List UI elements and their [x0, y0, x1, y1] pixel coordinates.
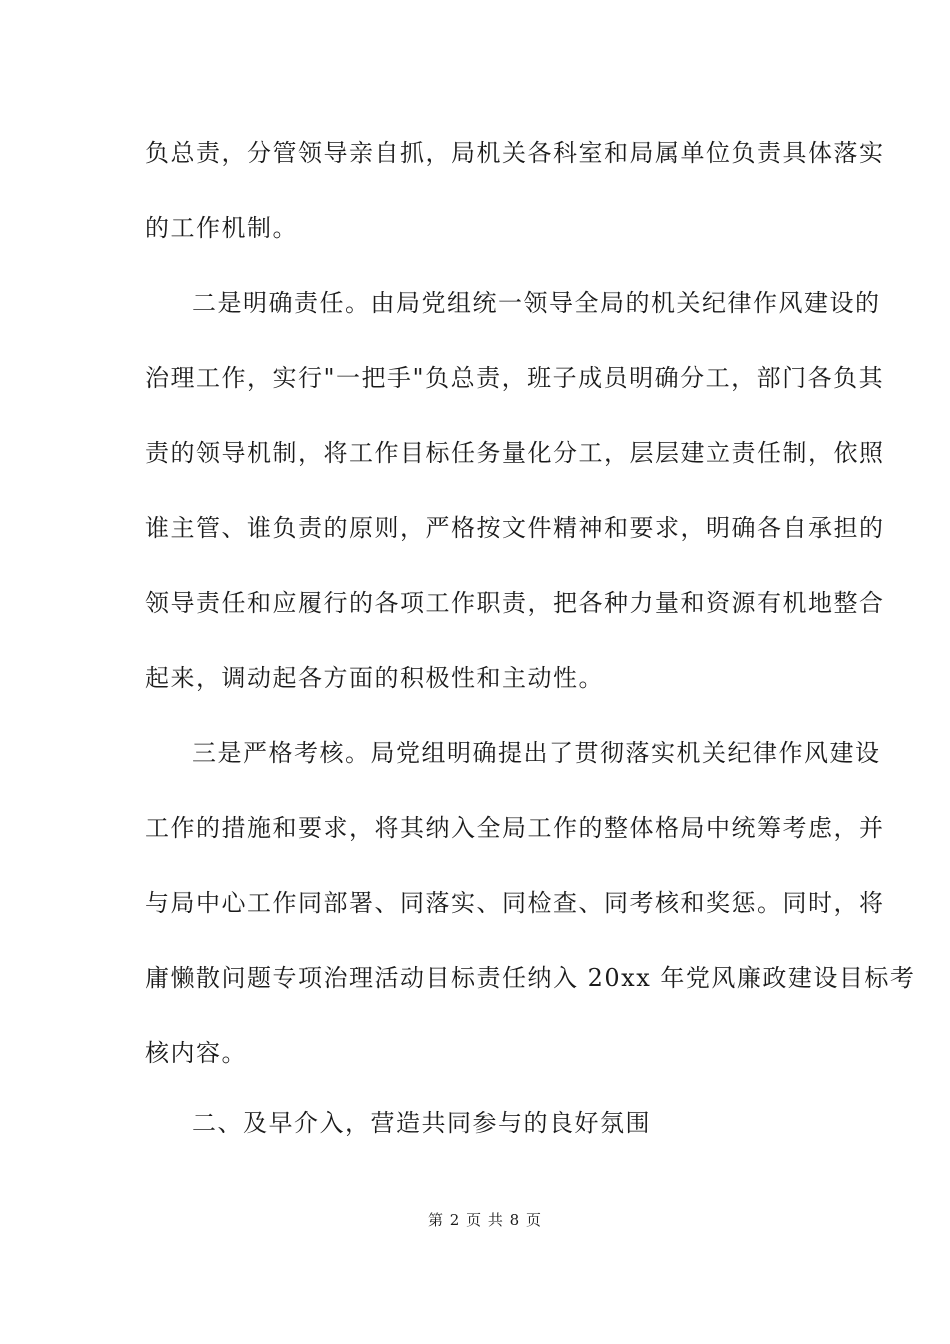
paragraph-first-line: 二是明确责任。由局党组统一领导全局的机关纪律作风建设的: [192, 289, 881, 317]
text-line: 治理工作，实行"一把手"负总责，班子成员明确分工，部门各负其: [145, 364, 885, 392]
paragraph-first-line: 三是严格考核。局党组明确提出了贯彻落实机关纪律作风建设: [192, 739, 881, 767]
text-line: 与局中心工作同部署、同落实、同检查、同考核和奖惩。同时，将: [145, 889, 885, 917]
text-line: 的工作机制。: [145, 214, 298, 242]
text-line: 领导责任和应履行的各项工作职责，把各种力量和资源有机地整合: [145, 589, 885, 617]
text-line: 庸懒散问题专项治理活动目标责任纳入 20xx 年党风廉政建设目标考: [145, 964, 916, 992]
text-line: 起来，调动起各方面的积极性和主动性。: [145, 664, 604, 692]
page-number: 第 2 页 共 8 页: [428, 1211, 542, 1229]
text-line: 责的领导机制，将工作目标任务量化分工，层层建立责任制，依照: [145, 439, 885, 467]
section-heading: 二、及早介入，营造共同参与的良好氛围: [192, 1109, 651, 1137]
text-line: 负总责，分管领导亲自抓，局机关各科室和局属单位负责具体落实: [145, 139, 885, 167]
text-line: 工作的措施和要求，将其纳入全局工作的整体格局中统筹考虑，并: [145, 814, 885, 842]
text-line: 谁主管、谁负责的原则，严格按文件精神和要求，明确各自承担的: [145, 514, 885, 542]
text-line: 核内容。: [145, 1039, 247, 1067]
